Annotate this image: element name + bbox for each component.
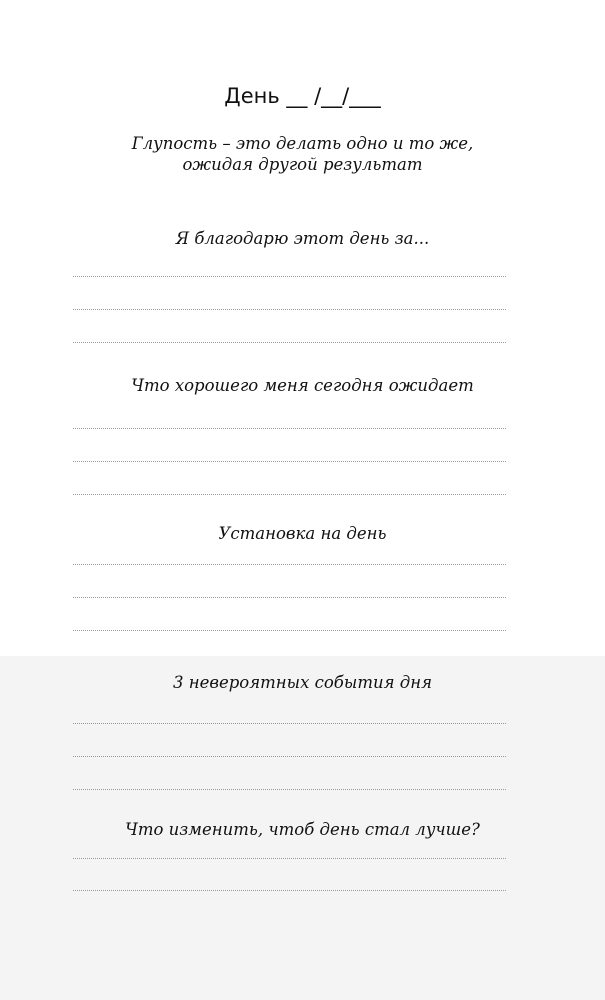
gratitude-writing-line-1[interactable] <box>73 276 506 277</box>
intention-writing-line-2[interactable] <box>73 597 506 598</box>
expectations-heading: Что хорошего меня сегодня ожидает <box>131 376 474 395</box>
improve-heading: Что изменить, чтоб день стал лучше? <box>125 820 480 839</box>
events-heading: 3 невероятных события дня <box>172 673 433 692</box>
events-writing-line-2[interactable] <box>73 756 506 757</box>
improve-writing-line-2[interactable] <box>73 890 506 891</box>
expectations-writing-line-3[interactable] <box>73 494 506 495</box>
expectations-writing-line-1[interactable] <box>73 428 506 429</box>
quote-line-1: Глупость – это делать одно и то же, <box>131 134 474 153</box>
quote-line-2: ожидая другой результат <box>182 155 423 174</box>
quote <box>0 133 605 175</box>
improve-writing-line-1[interactable] <box>73 858 506 859</box>
intention-heading: Установка на день <box>218 524 387 543</box>
intention-writing-line-3[interactable] <box>73 630 506 631</box>
intention-writing-line-1[interactable] <box>73 564 506 565</box>
gratitude-writing-line-3[interactable] <box>73 342 506 343</box>
gratitude-heading: Я благодарю этот день за... <box>175 229 430 248</box>
gratitude-writing-line-2[interactable] <box>73 309 506 310</box>
events-writing-line-1[interactable] <box>73 723 506 724</box>
expectations-writing-line-2[interactable] <box>73 461 506 462</box>
day-date-title: День __ /__/___ <box>224 84 381 108</box>
events-writing-line-3[interactable] <box>73 789 506 790</box>
